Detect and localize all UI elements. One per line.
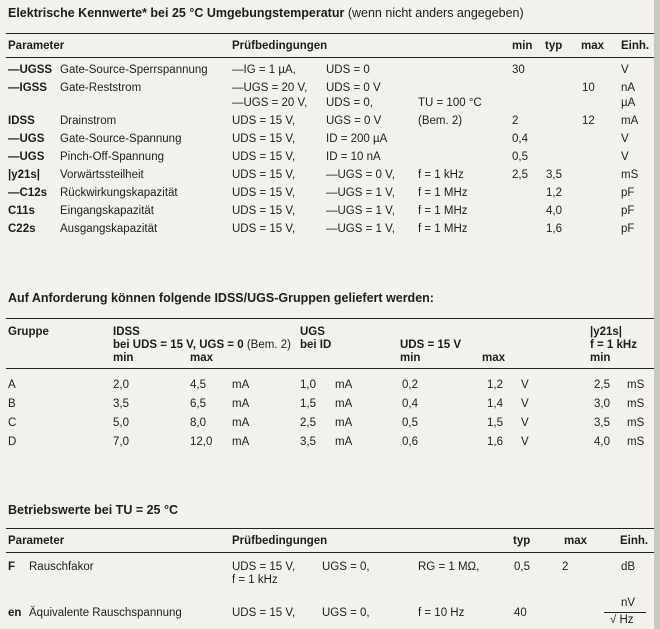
s2-row-uds-max: 1,2: [487, 379, 503, 391]
s2-header-uds-min: min: [400, 352, 421, 364]
section1-header-rule: [6, 57, 654, 58]
s1-header-typ: typ: [545, 40, 563, 52]
s2-row-group: B: [8, 398, 16, 410]
s3-row-cond2: UGS = 0,: [322, 607, 370, 619]
s2-header-y21-sub: f = 1 kHz: [590, 339, 637, 351]
s2-row-uds-unit: V: [521, 436, 529, 448]
s2-row-group: D: [8, 436, 17, 448]
s1-row-cond2: —UGS = 1 V,: [326, 223, 395, 235]
s2-row-y21: 3,0: [594, 398, 610, 410]
s2-row-id-unit: mA: [335, 398, 353, 410]
s1-row-symbol: C22s: [8, 223, 36, 235]
s2-row-idss-max: 4,5: [190, 379, 206, 391]
s1-row-cond1: UDS = 15 V,: [232, 223, 296, 235]
s1-row-cond1: —UGS = 20 V,: [232, 82, 308, 94]
s2-row-uds-min: 0,6: [402, 436, 418, 448]
s1-row-unit: nA: [621, 82, 636, 94]
s1-row-symbol: IDSS: [8, 115, 35, 127]
s3-row-cond1: UDS = 15 V,: [232, 607, 296, 619]
section2-top-rule: [6, 318, 654, 319]
s2-row-group: A: [8, 379, 16, 391]
s1-row-cond3: f = 1 kHz: [418, 169, 464, 181]
s3-row-typ: 0,5: [514, 561, 530, 573]
s1-row-cond3: (Bem. 2): [418, 115, 463, 127]
section3-title: Betriebswerte bei TU = 25 °C: [8, 503, 178, 517]
s1-header-parameter: Parameter: [8, 40, 65, 52]
s2-row-uds-min: 0,2: [402, 379, 418, 391]
s1-row-name: Rückwirkungskapazität: [60, 187, 178, 199]
s1-header-max: max: [581, 40, 605, 52]
s1-row-cond3: f = 1 MHz: [418, 223, 468, 235]
section1-title-text: Elektrische Kennwerte* bei 25 °C Umgebungstemperatur: [8, 6, 345, 20]
s2-row-id-unit: mA: [335, 417, 353, 429]
s1-row-name: Eingangskapazität: [60, 205, 154, 217]
section1-title: [8, 6, 524, 20]
s1-row-min: 2,5: [512, 169, 528, 181]
s3-header-parameter: Parameter: [8, 535, 65, 547]
s1-row-cond3: TU = 100 °C: [418, 97, 482, 109]
s2-row-idss-unit: mA: [232, 398, 250, 410]
s2-row-idss-max: 12,0: [190, 436, 213, 448]
s1-row-symbol: —IGSS: [8, 82, 47, 94]
s3-row-name: Äquivalente Rauschspannung: [29, 607, 182, 619]
s2-header-y21-min: min: [590, 352, 611, 364]
s1-row-cond1: —IG = 1 µA,: [232, 64, 296, 76]
s2-row-y21-unit: mS: [627, 436, 645, 448]
s2-row-uds-min: 0,4: [402, 398, 418, 410]
s1-row-max: 12: [582, 115, 595, 127]
s2-row-uds-min: 0,5: [402, 417, 418, 429]
s1-row-symbol: —UGS: [8, 151, 45, 163]
s2-row-idss-min: 3,5: [113, 398, 129, 410]
s1-row-name: Gate-Source-Spannung: [60, 133, 182, 145]
s2-row-y21-unit: mS: [627, 417, 645, 429]
s3-header-unit: Einh.: [620, 535, 649, 547]
s1-row-typ: 1,2: [546, 187, 562, 199]
s2-idss-bem: (Bem. 2): [246, 339, 291, 351]
s1-header-unit: Einh.: [621, 40, 650, 52]
s1-row-name: Gate-Source-Sperrspannung: [60, 64, 208, 76]
s1-row-name: Ausgangskapazität: [60, 223, 158, 235]
s1-row-cond2: —UGS = 1 V,: [326, 187, 395, 199]
section3-top-rule: [6, 528, 654, 529]
s2-row-id-unit: mA: [335, 436, 353, 448]
s1-row-cond2: UDS = 0,: [326, 97, 373, 109]
s1-row-cond2: UGS = 0 V: [326, 115, 382, 127]
s2-row-y21-unit: mS: [627, 398, 645, 410]
s2-row-idss-unit: mA: [232, 379, 250, 391]
s1-row-unit: pF: [621, 223, 635, 235]
s3-row-cond1b: f = 1 kHz: [232, 574, 278, 586]
s2-header-idss-min: min: [113, 352, 134, 364]
s2-row-id: 3,5: [300, 436, 316, 448]
s1-row-cond2: UDS = 0: [326, 64, 370, 76]
s2-row-uds-max: 1,4: [487, 398, 503, 410]
s1-row-cond2: ID = 200 µA: [326, 133, 388, 145]
s1-row-unit: mA: [621, 115, 639, 127]
s3-row-max: 2: [562, 561, 569, 573]
s3-fraction-bar: [604, 612, 646, 613]
s2-row-uds-unit: V: [521, 417, 529, 429]
s1-row-name: Pinch-Off-Spannung: [60, 151, 164, 163]
s3-row-cond2: UGS = 0,: [322, 561, 370, 573]
s1-row-cond1: UDS = 15 V,: [232, 151, 296, 163]
s1-row-cond1: UDS = 15 V,: [232, 205, 296, 217]
s2-row-id-unit: mA: [335, 379, 353, 391]
s1-row-symbol: —C12s: [8, 187, 47, 199]
s1-row-cond2: UDS = 0 V: [326, 82, 381, 94]
s1-row-unit: V: [621, 151, 629, 163]
s2-row-id: 1,0: [300, 379, 316, 391]
s3-row-unit-denominator: √ Hz: [610, 614, 634, 626]
s3-row-unit: nV: [621, 597, 636, 609]
section1-title-note: (wenn nicht anders angegeben): [347, 6, 524, 20]
s1-row-unit: V: [621, 133, 629, 145]
s3-row-symbol: en: [8, 607, 22, 619]
s1-row-symbol: |y21s|: [8, 169, 41, 181]
s1-row-min: 2: [512, 115, 519, 127]
s1-row-cond1: UDS = 15 V,: [232, 115, 296, 127]
s2-row-y21: 3,5: [594, 417, 610, 429]
s3-row-symbol: F: [8, 561, 16, 573]
s1-row-cond2: —UGS = 0 V,: [326, 169, 395, 181]
s3-header-conditions: Prüfbedingungen: [232, 535, 328, 547]
s1-row-min: 30: [512, 64, 525, 76]
s2-header-idss: IDSS: [113, 326, 140, 338]
s1-row-min: 0,5: [512, 151, 528, 163]
s3-row-typ: 40: [514, 607, 527, 619]
s2-header-gruppe: Gruppe: [8, 326, 49, 338]
section3-header-rule: [6, 552, 654, 553]
s1-row-unit: V: [621, 64, 629, 76]
s2-idss-sub-text: bei UDS = 15 V, UGS = 0: [113, 339, 244, 351]
s1-row-name: Vorwärtssteilheit: [60, 169, 144, 181]
s2-row-y21: 2,5: [594, 379, 610, 391]
s2-row-id: 1,5: [300, 398, 316, 410]
s3-row-name: Rauschfakor: [29, 561, 94, 573]
section2-header-rule: [6, 368, 654, 369]
s2-header-ugs-sub: bei ID: [300, 339, 332, 351]
s1-row-cond2: ID = 10 nA: [326, 151, 381, 163]
s2-row-uds-max: 1,5: [487, 417, 503, 429]
s3-row-cond1: UDS = 15 V,: [232, 561, 296, 573]
s1-row-cond2: —UGS = 1 V,: [326, 205, 395, 217]
section2-title: Auf Anforderung können folgende IDSS/UGS-Gruppen geliefert werden:: [8, 291, 434, 305]
section1-top-rule: [6, 33, 654, 34]
s1-row-unit: pF: [621, 205, 635, 217]
s1-row-unit: µA: [621, 97, 636, 109]
s1-row-typ: 3,5: [546, 169, 562, 181]
s2-header-ugs: UGS: [300, 326, 325, 338]
s1-row-symbol: —UGS: [8, 133, 45, 145]
s1-row-cond1: UDS = 15 V,: [232, 133, 296, 145]
s2-row-uds-max: 1,6: [487, 436, 503, 448]
s2-row-idss-unit: mA: [232, 436, 250, 448]
s1-row-name: Gate-Reststrom: [60, 82, 142, 94]
s1-row-name: Drainstrom: [60, 115, 117, 127]
s1-row-cond3: f = 1 MHz: [418, 187, 468, 199]
s1-row-max: 10: [582, 82, 595, 94]
s3-header-max: max: [564, 535, 588, 547]
s2-row-idss-unit: mA: [232, 417, 250, 429]
s3-row-cond3: f = 10 Hz: [418, 607, 465, 619]
s1-row-cond1: UDS = 15 V,: [232, 169, 296, 181]
s3-header-typ: typ: [513, 535, 531, 547]
s2-row-id: 2,5: [300, 417, 316, 429]
s2-row-uds-unit: V: [521, 379, 529, 391]
s2-row-idss-max: 6,5: [190, 398, 206, 410]
s1-row-unit: mS: [621, 169, 639, 181]
s2-header-uds-max: max: [482, 352, 506, 364]
s2-header-y21: |y21s|: [590, 326, 623, 338]
s1-row-unit: pF: [621, 187, 635, 199]
s2-row-idss-min: 2,0: [113, 379, 129, 391]
s1-row-typ: 4,0: [546, 205, 562, 217]
s2-header-idss-sub: [113, 339, 291, 351]
s2-row-group: C: [8, 417, 17, 429]
s2-row-idss-max: 8,0: [190, 417, 206, 429]
s1-row-cond1: —UGS = 20 V,: [232, 97, 308, 109]
s2-header-idss-max: max: [190, 352, 214, 364]
s1-row-typ: 1,6: [546, 223, 562, 235]
s2-row-uds-unit: V: [521, 398, 529, 410]
s2-row-y21-unit: mS: [627, 379, 645, 391]
s2-row-idss-min: 5,0: [113, 417, 129, 429]
s3-row-unit: dB: [621, 561, 636, 573]
s1-row-symbol: C11s: [8, 205, 35, 217]
s2-row-y21: 4,0: [594, 436, 610, 448]
s1-row-cond1: UDS = 15 V,: [232, 187, 296, 199]
s2-row-idss-min: 7,0: [113, 436, 129, 448]
s2-header-uds: UDS = 15 V: [400, 339, 462, 351]
s1-row-min: 0,4: [512, 133, 528, 145]
s1-header-min: min: [512, 40, 533, 52]
s1-row-symbol: —UGSS: [8, 64, 53, 76]
s1-header-conditions: Prüfbedingungen: [232, 40, 328, 52]
s3-row-cond3: RG = 1 MΩ,: [418, 561, 480, 573]
paper-edge: [654, 0, 660, 629]
s1-row-cond3: f = 1 MHz: [418, 205, 468, 217]
